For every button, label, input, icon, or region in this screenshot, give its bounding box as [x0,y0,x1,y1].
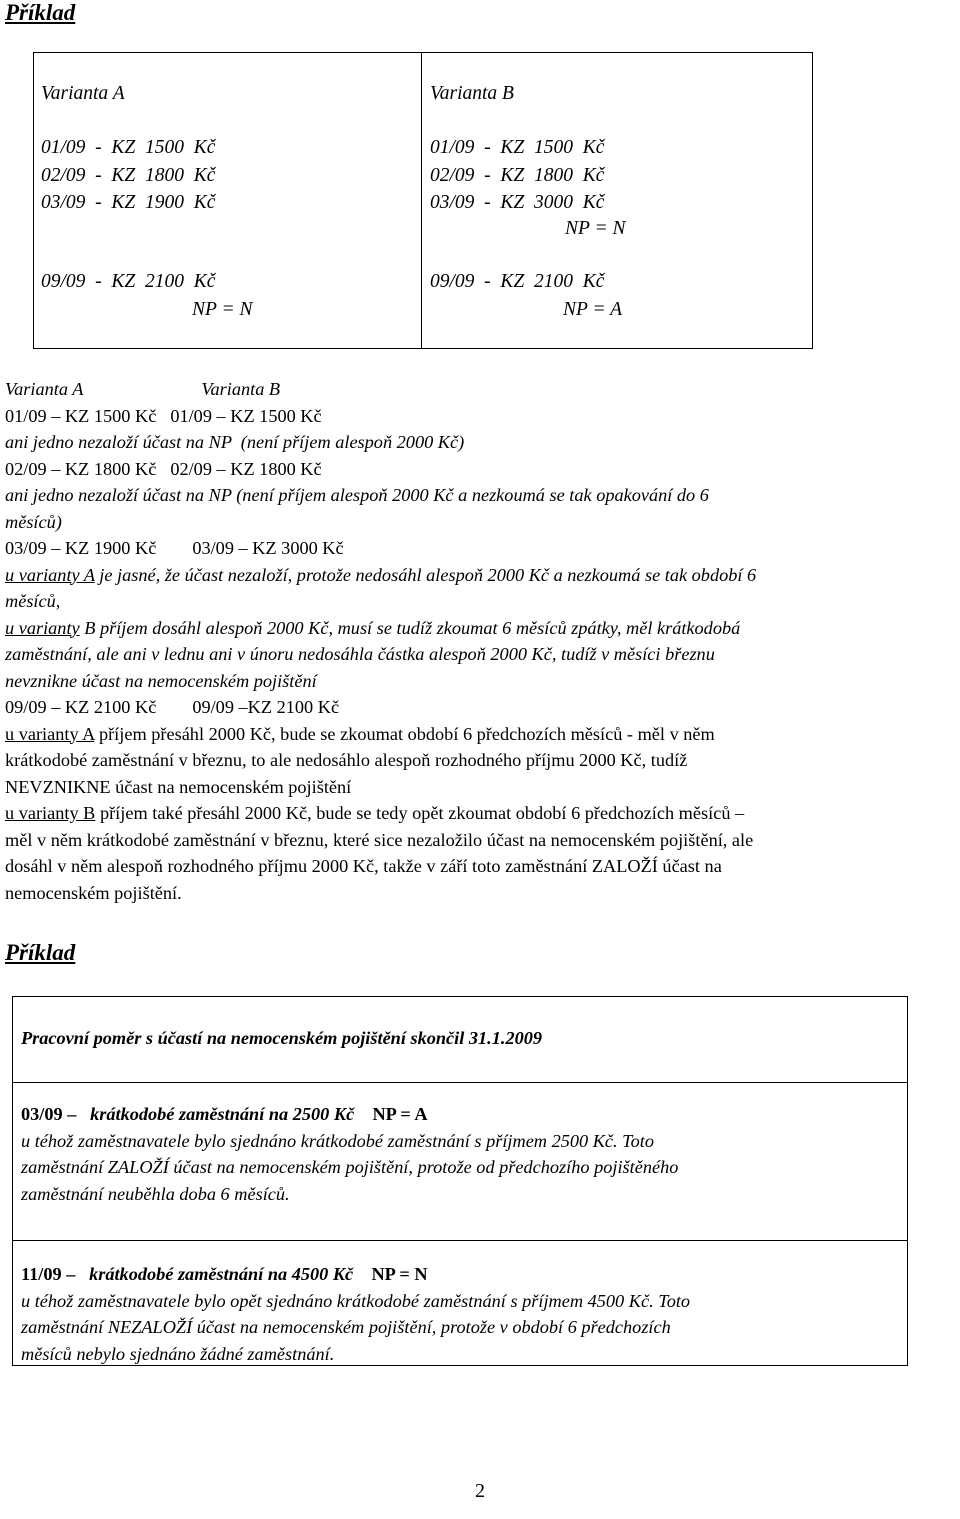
case-text: krátkodobé zaměstnání na 2500 Kč [90,1104,355,1124]
line-rest: příjem také přesáhl 2000 Kč, bude se tedy opět zkoumat období 6 předchozích měsíců – [95,803,745,823]
col-a-value: 02/09 – KZ 1800 Kč [5,458,157,479]
variant-a-title: Varianta A [41,83,125,104]
explanation-line [5,376,756,403]
col-b-value: 09/09 –KZ 2100 Kč [192,697,340,717]
case-text: krátkodobé zaměstnání na 4500 Kč [89,1264,354,1284]
variant-a-rows [41,134,215,217]
col-b-value: 02/09 – KZ 1800 Kč [170,458,322,479]
case1 [21,1101,678,1207]
explanation-line: NEVZNIKNE účast na nemocenském pojištění [5,776,352,797]
variant-b-row: 03/09 - KZ 3000 Kč [430,192,605,213]
col-b-value: 03/09 – KZ 3000 Kč [192,538,344,558]
explanation-line [5,562,756,589]
variant-b-title: Varianta B [430,83,514,104]
variants-divider [421,52,422,349]
case-dash: – [66,1264,76,1284]
variant-b-row: 01/09 - KZ 1500 Kč [430,137,605,158]
case2-line: zaměstnání NEZALOŽÍ účast na nemocenském pojištění, protože v období 6 předchozích [21,1317,671,1337]
case2-line: u téhož zaměstnavatele bylo opět sjednáno krátkodobé zaměstnání s příjmem 4500 Kč. Toto [21,1290,691,1311]
explanation-line: ani jedno nezaloží účast na NP (není příjem alespoň 2000 Kč) [5,432,465,452]
intro-text: Pracovní poměr s účastí na nemocenském pojištění skončil 31.1.2009 [21,1028,543,1048]
explanation [5,376,756,906]
case-date: 03/09 [21,1104,63,1124]
case-date: 11/09 [21,1264,62,1284]
example-heading-2: Příklad [5,940,76,965]
explanation-line [5,721,756,748]
explanation-line [5,403,756,430]
variant-b-sep-row: 09/09 - KZ 2100 Kč [430,271,605,292]
explanation-line: dosáhl v něm alespoň rozhodného příjmu 2000 Kč, takže v září toto zaměstnání ZALOŽÍ účast na [5,856,722,876]
case2-title [21,1261,690,1288]
case-np: NP = N [371,1264,428,1284]
page-number: 2 [475,1480,485,1502]
explanation-line: měsíců, [5,591,61,611]
variant-a-row: 01/09 - KZ 1500 Kč [41,137,216,158]
explanation-line: ani jedno nezaloží účast na NP (není příjem alespoň 2000 Kč a nezkoumá se tak opakování do 6 [5,485,709,505]
underlined-lead: u varianty B [5,803,96,823]
explanation-line: nemocenském pojištění. [5,882,182,903]
case2 [21,1261,690,1367]
variant-b-np2: NP = A [563,299,623,320]
col-a-label: Varianta A [5,379,84,399]
example-heading: Příklad [5,0,76,25]
variant-b-np1: NP = N [565,218,626,239]
explanation-line [5,800,756,827]
explanation-line: krátkodobé zaměstnání v březnu, to ale nedosáhlo alespoň rozhodného příjmu 2000 Kč, tudíž [5,750,688,770]
underlined-lead: u varianty A [5,564,95,585]
case1-line: u téhož zaměstnavatele bylo sjednáno krátkodobé zaměstnání s příjmem 2500 Kč. Toto [21,1130,655,1151]
line-rest: příjem přesáhl 2000 Kč, bude se zkoumat období 6 předchozích měsíců - měl v něm [94,723,715,744]
col-b-label: Varianta B [201,379,281,399]
underlined-lead: u varianty A [5,723,95,744]
col-a-value: 03/09 – KZ 1900 Kč [5,538,157,558]
underlined-lead: u varianty [5,617,80,638]
col-b-value: 01/09 – KZ 1500 Kč [170,405,322,426]
case2-divider [12,1240,908,1241]
case1-title [21,1101,678,1128]
explanation-line [5,615,756,642]
case1-divider [12,1082,908,1083]
line-rest: B příjem dosáhl alespoň 2000 Kč, musí se tudíž zkoumat 6 měsíců zpátky, měl krátkodobá [79,617,741,638]
variant-b-row: 02/09 - KZ 1800 Kč [430,164,605,186]
variant-a-row: 03/09 - KZ 1900 Kč [41,192,216,213]
col-a-value: 01/09 – KZ 1500 Kč [5,405,157,426]
line-rest: je jasné, že účast nezaloží, protože nedosáhl alespoň 2000 Kč a nezkoumá se tak období 6 [94,564,757,585]
explanation-line [5,694,756,721]
case2-line: měsíců nebylo sjednáno žádné zaměstnání. [21,1343,335,1364]
case1-line: zaměstnání neuběhla doba 6 měsíců. [21,1183,290,1204]
case1-line: zaměstnání ZALOŽÍ účast na nemocenském pojištění, protože od předchozího pojištěného [21,1157,679,1177]
case-np: NP = A [372,1104,428,1124]
variant-b-rows [430,134,604,217]
variant-a-row: 02/09 - KZ 1800 Kč [41,164,216,186]
col-a-value: 09/09 – KZ 2100 Kč [5,697,157,717]
explanation-line: nevznikne účast na nemocenském pojištění [5,670,317,691]
explanation-line: měl v něm krátkodobé zaměstnání v březnu, které sice nezaložilo účast na nemocenském pojištění, ale [5,829,754,850]
case-dash: – [67,1104,77,1124]
explanation-line [5,535,756,562]
explanation-line: měsíců) [5,511,62,532]
variant-a-sep-row: 09/09 - KZ 2100 Kč [41,271,216,292]
variant-a-np: NP = N [192,299,253,320]
explanation-line [5,456,756,483]
explanation-line: zaměstnání, ale ani v lednu ani v únoru nedosáhla částka alespoň 2000 Kč, tudíž v měsíci březnu [5,644,715,664]
